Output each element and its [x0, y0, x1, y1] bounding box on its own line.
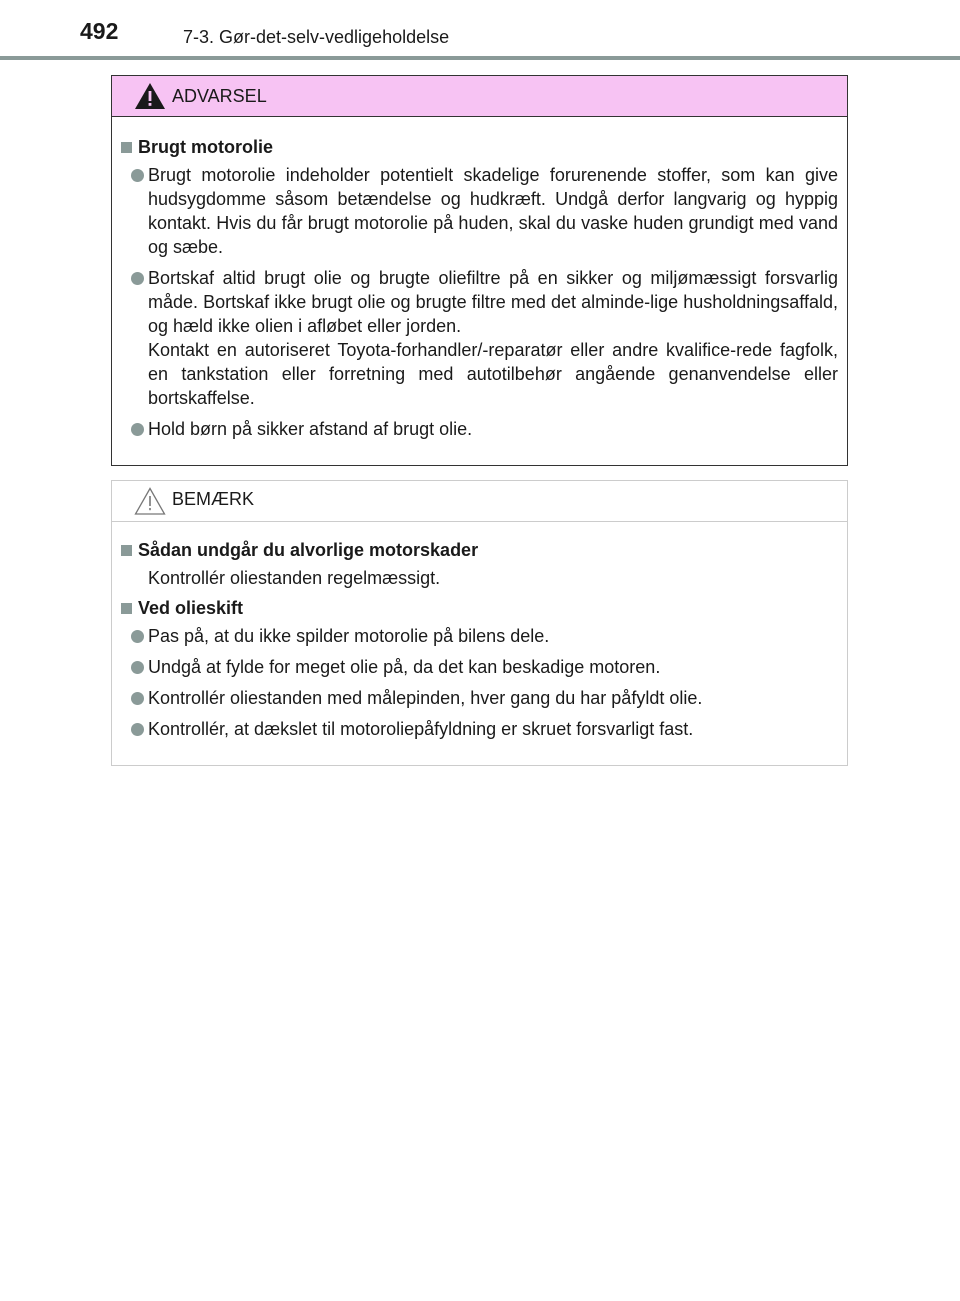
- notice-title: BEMÆRK: [172, 489, 255, 509]
- round-bullet-icon: [131, 630, 144, 643]
- round-bullet-icon: [131, 692, 144, 705]
- warning-section-title: Brugt motorolie: [121, 135, 838, 159]
- list-item: Bortskaf altid brugt olie og brugte oliefiltre på en sikker og miljømæssigt forsvarlig måde. Bortskaf ikke brugt olie og brugte filtre med det alminde-lige husholdningsaffald, og hæld ikke olien i afløbet eller jorden.: [121, 266, 838, 338]
- round-bullet-icon: [131, 661, 144, 674]
- notice-section-title: Ved olieskift: [121, 596, 838, 620]
- round-bullet-icon: [131, 723, 144, 736]
- square-bullet-icon: [121, 545, 132, 556]
- round-bullet-icon: [131, 272, 144, 285]
- warning-triangle-icon: [134, 82, 166, 110]
- chapter-title: 7-3. Gør-det-selv-vedligeholdelse: [183, 27, 450, 47]
- list-item: Undgå at fylde for meget olie på, da det kan beskadige motoren.: [121, 655, 838, 679]
- notice-header: [112, 481, 847, 522]
- round-bullet-icon: [131, 169, 144, 182]
- notice-box: [111, 480, 848, 766]
- warning-title: ADVARSEL: [172, 86, 267, 106]
- page-header: [0, 0, 960, 62]
- notice-body: [112, 522, 847, 741]
- warning-header: [112, 76, 847, 117]
- list-item: Brugt motorolie indeholder potentielt skadelige forurenende stoffer, som kan give hudsygdomme såsom betændelse og hudkræft. Undgå derfor langvarig og hyppig kontakt. Hvis du får brugt motorolie på huden, skal du vaske huden grundigt med vand og sæbe.: [121, 163, 838, 259]
- warning-box: [111, 75, 848, 466]
- page-number: 492: [80, 18, 119, 44]
- notice-section-title: Sådan undgår du alvorlige motorskader: [121, 538, 838, 562]
- warning-body: [112, 117, 847, 441]
- list-item: Kontrollér, at dækslet til motoroliepåfyldning er skruet forsvarligt fast.: [121, 717, 838, 741]
- square-bullet-icon: [121, 603, 132, 614]
- notice-section-text: Kontrollér oliestanden regelmæssigt.: [148, 568, 441, 588]
- list-item: Pas på, at du ikke spilder motorolie på bilens dele.: [121, 624, 838, 648]
- square-bullet-icon: [121, 142, 132, 153]
- list-item: Hold børn på sikker afstand af brugt olie.: [121, 417, 838, 441]
- list-item: Kontrollér oliestanden med målepinden, hver gang du har påfyldt olie.: [121, 686, 838, 710]
- round-bullet-icon: [131, 423, 144, 436]
- list-item-continuation: Kontakt en autoriseret Toyota-forhandler/-reparatør eller andre kvalifice-rede fagfolk, en tankstation eller forretning med autotilbehør angående genanvendelse eller bortskaffelse.: [148, 340, 838, 408]
- header-rule: [0, 56, 960, 60]
- caution-outline-triangle-icon: [134, 487, 166, 515]
